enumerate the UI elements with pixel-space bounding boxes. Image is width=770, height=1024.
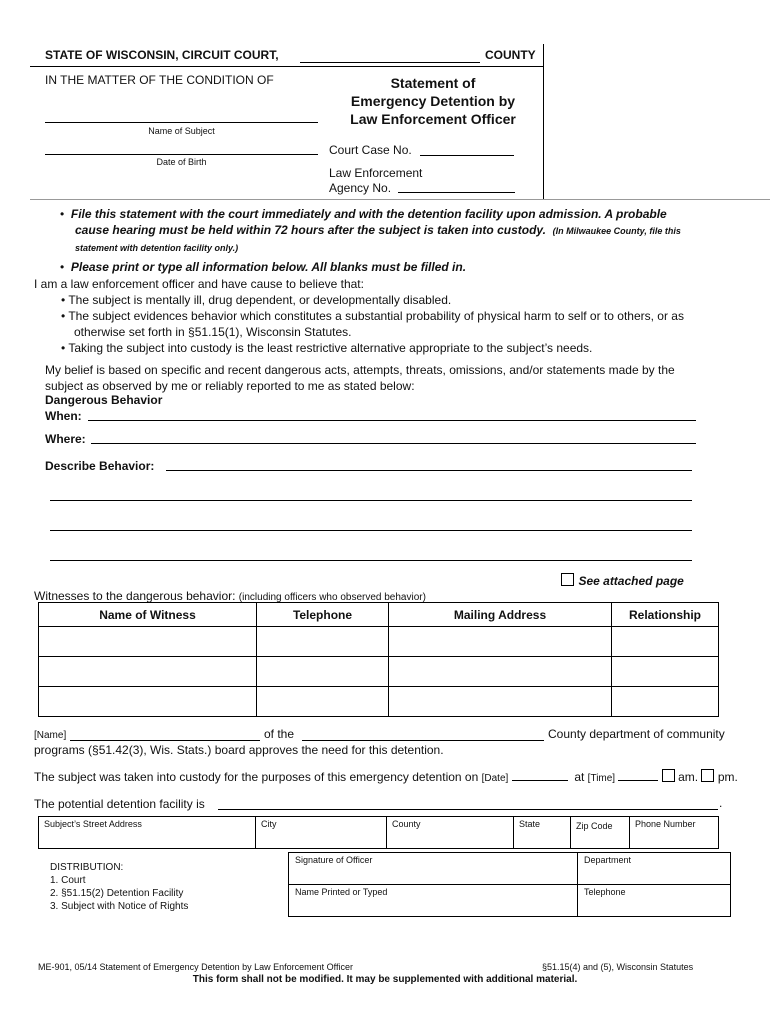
facility-label: The potential detention facility is: [34, 797, 205, 811]
milwaukee-note-a: (In Milwaukee County: [552, 226, 645, 236]
signature-table: [288, 852, 731, 917]
agency-label-1: Law Enforcement: [329, 166, 423, 180]
county-dept-field[interactable]: [302, 728, 544, 741]
belief-item-2b: otherwise set forth in §51.15(1), Wisconsin Statutes.: [74, 325, 352, 339]
distribution-heading: DISTRIBUTION:: [50, 862, 124, 873]
col-telephone: Telephone: [257, 603, 389, 627]
witness-phone-cell[interactable]: [257, 687, 389, 717]
witness-name-cell[interactable]: [39, 687, 257, 717]
witness-phone-cell[interactable]: [257, 657, 389, 687]
county-dept-label-a: County department of community: [548, 727, 725, 741]
describe-line-3[interactable]: [50, 518, 692, 531]
facility-row: [39, 817, 719, 849]
witness-relationship-cell[interactable]: [612, 657, 719, 687]
witness-relationship-cell[interactable]: [612, 687, 719, 717]
court-case-label: Court Case No.: [329, 143, 412, 157]
witness-row: [39, 627, 719, 657]
facility-county-cell[interactable]: [387, 817, 514, 849]
milwaukee-note-b: , file this: [644, 226, 681, 236]
witness-phone-cell[interactable]: [257, 627, 389, 657]
name-bracket-label: [Name]: [34, 730, 67, 741]
facility-phone-cell[interactable]: [630, 817, 719, 849]
custody-row: [34, 769, 738, 784]
name-of-subject-label: Name of Subject: [148, 126, 215, 136]
footer-statutes: §51.15(4) and (5), Wisconsin Statutes: [542, 962, 694, 972]
witness-row: [39, 657, 719, 687]
see-attached-checkbox[interactable]: [561, 573, 574, 586]
state-label: State: [519, 819, 541, 829]
witness-name-cell[interactable]: [39, 657, 257, 687]
describe-behavior-label: Describe Behavior:: [45, 459, 155, 473]
title-line-3: Law Enforcement Officer: [350, 111, 516, 127]
department-label: Department: [584, 855, 632, 865]
bullet-1-marker: •: [60, 207, 71, 221]
agency-no-field[interactable]: [398, 180, 515, 193]
pm-label: pm.: [717, 770, 738, 784]
title-line-1: Statement of: [390, 75, 476, 91]
belief-item-1: • The subject is mentally ill, drug dependent, or developmentally disabled.: [61, 293, 452, 307]
matter-label: IN THE MATTER OF THE CONDITION OF: [45, 73, 274, 87]
dangerous-behavior-heading: Dangerous Behavior: [45, 393, 163, 407]
bullet-2-marker: •: [60, 260, 71, 274]
court-case-field[interactable]: [420, 143, 514, 156]
witness-address-cell[interactable]: [389, 627, 612, 657]
custody-text: The subject was taken into custody for the purposes of this emergency detention on: [34, 770, 479, 784]
am-label: am.: [678, 770, 699, 784]
county-field[interactable]: [300, 50, 480, 63]
custody-time-label: [Time]: [587, 773, 616, 784]
am-checkbox[interactable]: [662, 769, 675, 782]
signature-label: Signature of Officer: [295, 855, 373, 865]
distribution-item: 3. Subject with Notice of Rights: [50, 901, 189, 912]
custody-date-label: [Date]: [481, 773, 509, 784]
pm-checkbox[interactable]: [701, 769, 714, 782]
county-label: COUNTY: [485, 48, 536, 62]
facility-table: [38, 816, 719, 849]
footer-form-id: ME-901, 05/14 Statement of Emergency Detention by Law Enforcement Officer: [38, 962, 353, 972]
instruction-2: Please print or type all information below. All blanks must be filled in.: [70, 260, 467, 274]
instruction-1a: File this statement with the court immediately and with the detention facility upon admission. A probable: [70, 207, 667, 221]
header-bottom-rule: [30, 199, 770, 200]
department-cell[interactable]: [578, 853, 731, 885]
city-label: City: [261, 819, 277, 829]
belief-item-3: • Taking the subject into custody is the least restrictive alternative appropriate to the subject’s needs.: [61, 341, 593, 355]
officer-telephone-cell[interactable]: [578, 885, 731, 917]
witnesses-note: (including officers who observed behavior): [238, 592, 426, 603]
see-attached-row: [561, 572, 684, 590]
officer-telephone-label: Telephone: [584, 887, 626, 897]
where-label: Where:: [45, 432, 86, 446]
footer-notice: This form shall not be modified. It may be supplemented with additional material.: [192, 974, 578, 985]
instructions: [60, 206, 760, 275]
court-label: STATE OF WISCONSIN, CIRCUIT COURT,: [45, 48, 279, 62]
facility-street-cell[interactable]: [39, 817, 256, 849]
witness-relationship-cell[interactable]: [612, 627, 719, 657]
facility-city-cell[interactable]: [256, 817, 387, 849]
witness-address-cell[interactable]: [389, 687, 612, 717]
signature-row: [289, 853, 731, 885]
of-the-label: of the: [264, 727, 295, 741]
witnesses-label-row: [34, 589, 426, 603]
date-of-birth-label: Date of Birth: [156, 157, 207, 167]
describe-line-4[interactable]: [50, 548, 692, 561]
witness-address-cell[interactable]: [389, 657, 612, 687]
witnesses-table: [38, 602, 719, 717]
col-relationship: Relationship: [612, 603, 719, 627]
approver-name-field[interactable]: [70, 728, 260, 741]
witness-name-cell[interactable]: [39, 627, 257, 657]
distribution-list: [50, 861, 188, 913]
agency-label-2: Agency No.: [329, 181, 392, 195]
col-name-of-witness: Name of Witness: [39, 603, 257, 627]
facility-zip-cell[interactable]: [571, 817, 630, 849]
facility-state-cell[interactable]: [514, 817, 571, 849]
see-attached-label: See attached page: [578, 574, 684, 588]
zip-code-label: Zip Code: [576, 821, 613, 831]
header-right-rule: [543, 44, 544, 199]
signature-cell[interactable]: [289, 853, 578, 885]
belief-basis: [45, 362, 765, 394]
name-row: [289, 885, 731, 917]
witnesses-header-row: [39, 603, 719, 627]
phone-number-label: Phone Number: [635, 819, 696, 829]
facility-period: .: [719, 796, 723, 810]
date-of-birth-field[interactable]: [45, 142, 318, 155]
street-address-label: Subject’s Street Address: [44, 819, 142, 829]
basis-line-a: My belief is based on specific and recent dangerous acts, attempts, threats, omissions, and/or statements made by the: [45, 363, 675, 377]
witness-row: [39, 687, 719, 717]
describe-line-1[interactable]: [166, 458, 692, 471]
distribution-item: 1. Court: [50, 875, 86, 886]
form-title: [333, 74, 533, 128]
county-col-label: County: [392, 819, 421, 829]
col-mailing-address: Mailing Address: [389, 603, 612, 627]
describe-line-2[interactable]: [50, 488, 692, 501]
header-top-rule: [30, 66, 543, 67]
when-label: When:: [45, 409, 82, 423]
facility-field[interactable]: [218, 797, 718, 810]
when-field[interactable]: [88, 408, 696, 421]
name-of-subject-field[interactable]: [45, 110, 318, 123]
belief-section: [34, 276, 754, 356]
name-printed-label: Name Printed or Typed: [295, 887, 388, 897]
witnesses-label: Witnesses to the dangerous behavior:: [34, 589, 236, 603]
name-printed-cell[interactable]: [289, 885, 578, 917]
custody-date-field[interactable]: [512, 769, 568, 781]
where-field[interactable]: [91, 431, 696, 444]
title-line-2: Emergency Detention by: [350, 93, 516, 109]
milwaukee-note-c: statement with detention facility only.): [75, 243, 239, 253]
basis-line-b: subject as observed by me or reliably reported to me as stated below:: [45, 379, 415, 393]
instruction-1b: cause hearing must be held within 72 hours after the subject is taken into custody.: [75, 223, 546, 237]
belief-item-2a: • The subject evidences behavior which constitutes a substantial probability of physical harm to self or to others, or as: [61, 309, 684, 323]
belief-intro: I am a law enforcement officer and have cause to believe that:: [34, 277, 364, 291]
custody-time-field[interactable]: [618, 769, 658, 781]
distribution-item: 2. §51.15(2) Detention Facility: [50, 888, 184, 899]
county-dept-label-b: programs (§51.42(3), Wis. Stats.) board approves the need for this detention.: [34, 743, 444, 757]
custody-at-label: at: [574, 770, 585, 784]
